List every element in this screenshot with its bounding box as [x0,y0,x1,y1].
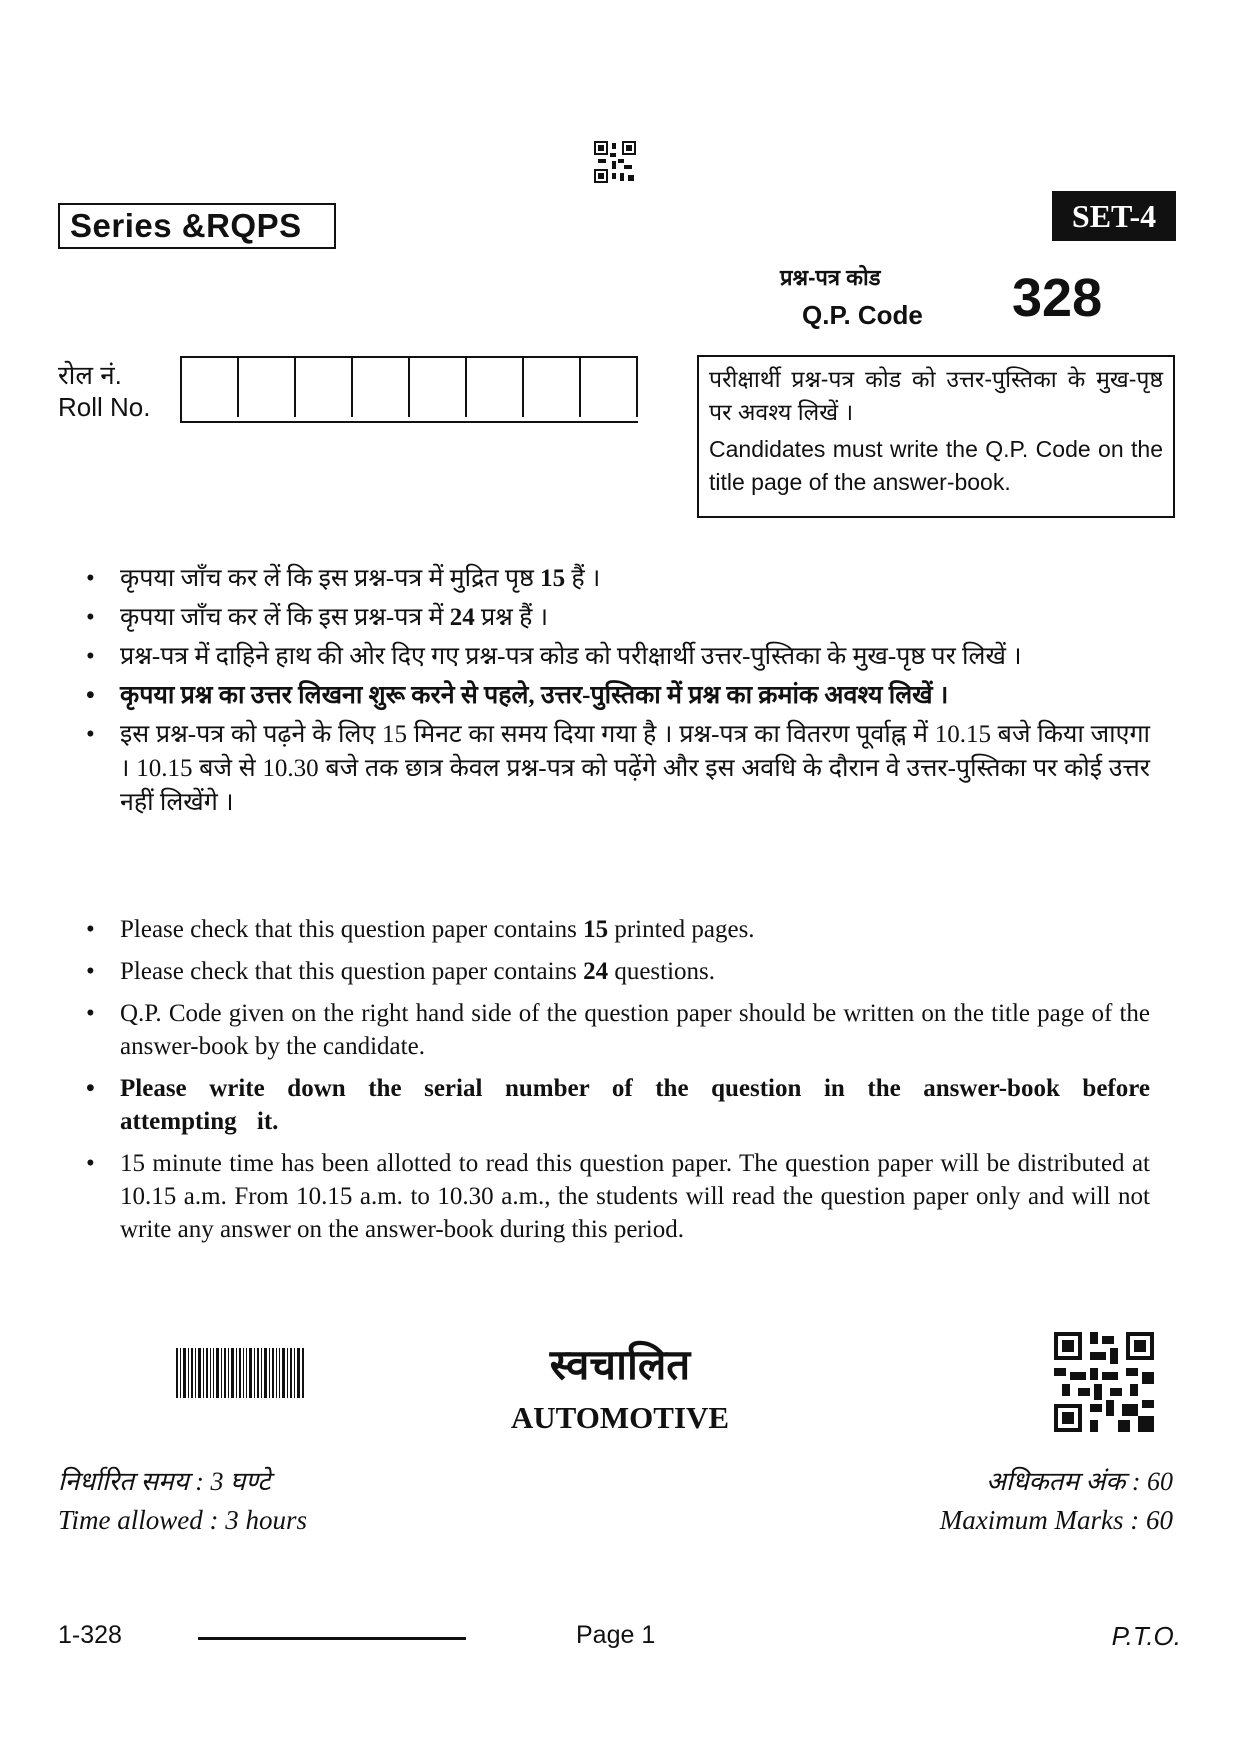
pto-label: P.T.O. [1111,1621,1181,1651]
list-item: • Q.P. Code given on the right hand side of the question paper should be written on the title page of the answer-book by the candidate. [82,997,1150,1063]
list-item: • 15 minute time has been allotted to read this question paper. The question paper will be distributed at 10.15 a.m. From 10.15 a.m. to 10.30 a.m., the students will read the question paper only and will not write any answer on the answer-book during this period. [82,1147,1150,1246]
set-badge: SET-4 [1052,191,1176,241]
qp-code-label-hindi: प्रश्न-पत्र कोड [780,265,881,290]
qp-note-hindi: परीक्षार्थी प्रश्न-पत्र कोड को उत्तर-पुस्तिका के मुख-पृष्ठ पर अवश्य लिखें । [709,366,1163,425]
time-allowed-hindi: निर्धारित समय : 3 घण्टे [58,1467,271,1496]
max-marks-hindi: अधिकतम अंक : 60 [986,1467,1173,1496]
instructions-hindi [82,562,1150,825]
footer-divider [198,1637,466,1640]
roll-label-hindi: रोल नं. [58,360,122,390]
page-number: Page 1 [576,1621,656,1649]
list-item: • कृपया जाँच कर लें कि इस प्रश्न-पत्र में मुद्रित पृष्ठ 15 हैं । [82,562,1150,596]
list-item: • Please check that this question paper contains 24 questions. [82,955,1150,988]
qp-code-label: Q.P. Code [802,300,923,330]
roll-digit-box[interactable] [353,358,410,417]
roll-number-boxes [180,356,638,423]
list-item: • प्रश्न-पत्र में दाहिने हाथ की ओर दिए गए प्रश्न-पत्र कोड को परीक्षार्थी उत्तर-पुस्तिका के मुख-पृष्ठ पर लिखें । [82,640,1150,674]
qp-note-english: Candidates must write the Q.P. Code on the title page of the answer-book. [709,436,1163,495]
qr-code-icon [594,141,636,183]
roll-digit-box[interactable] [467,358,524,417]
subject-title: AUTOMOTIVE [510,1400,730,1435]
max-marks: Maximum Marks : 60 [939,1505,1173,1535]
series-label: Series &RQPS [58,203,336,249]
list-item: • कृपया जाँच कर लें कि इस प्रश्न-पत्र में 24 प्रश्न हैं । [82,601,1150,635]
list-item: • Please write down the serial number of the question in the answer-book before attempting it. [82,1072,1150,1138]
qp-code: 328 [1012,268,1103,328]
footer-paper-code: 1-328 [58,1621,122,1649]
roll-digit-box[interactable] [239,358,296,417]
roll-digit-box[interactable] [182,358,239,417]
roll-digit-box[interactable] [410,358,467,417]
instructions-english [82,913,1150,1255]
roll-digit-box[interactable] [296,358,353,417]
qr-code-icon [1054,1332,1154,1432]
list-item: • Please check that this question paper contains 15 printed pages. [82,913,1150,946]
barcode-icon [176,1348,304,1398]
roll-label: Roll No. [58,392,151,422]
qp-code-instruction-box [697,355,1175,518]
subject-title-hindi: स्वचालित [549,1343,691,1389]
roll-digit-box[interactable] [524,358,581,417]
time-allowed: Time allowed : 3 hours [58,1505,308,1535]
roll-digit-box[interactable] [581,358,638,417]
list-item: • कृपया प्रश्न का उत्तर लिखना शुरू करने से पहले, उत्तर-पुस्तिका में प्रश्न का क्रमांक अवश्य लिखें । [82,679,1150,713]
list-item: • इस प्रश्न-पत्र को पढ़ने के लिए 15 मिनट का समय दिया गया है । प्रश्न-पत्र का वितरण पूर्वाह्न में 10.15 बजे किया जाएगा । 10.15 बजे से 10.30 बजे तक छात्र केवल प्रश्न-पत्र को पढ़ेंगे और इस अवधि के दौरान वे उत्तर-पुस्तिका पर कोई उत्तर नहीं लिखेंगे । [82,718,1150,820]
